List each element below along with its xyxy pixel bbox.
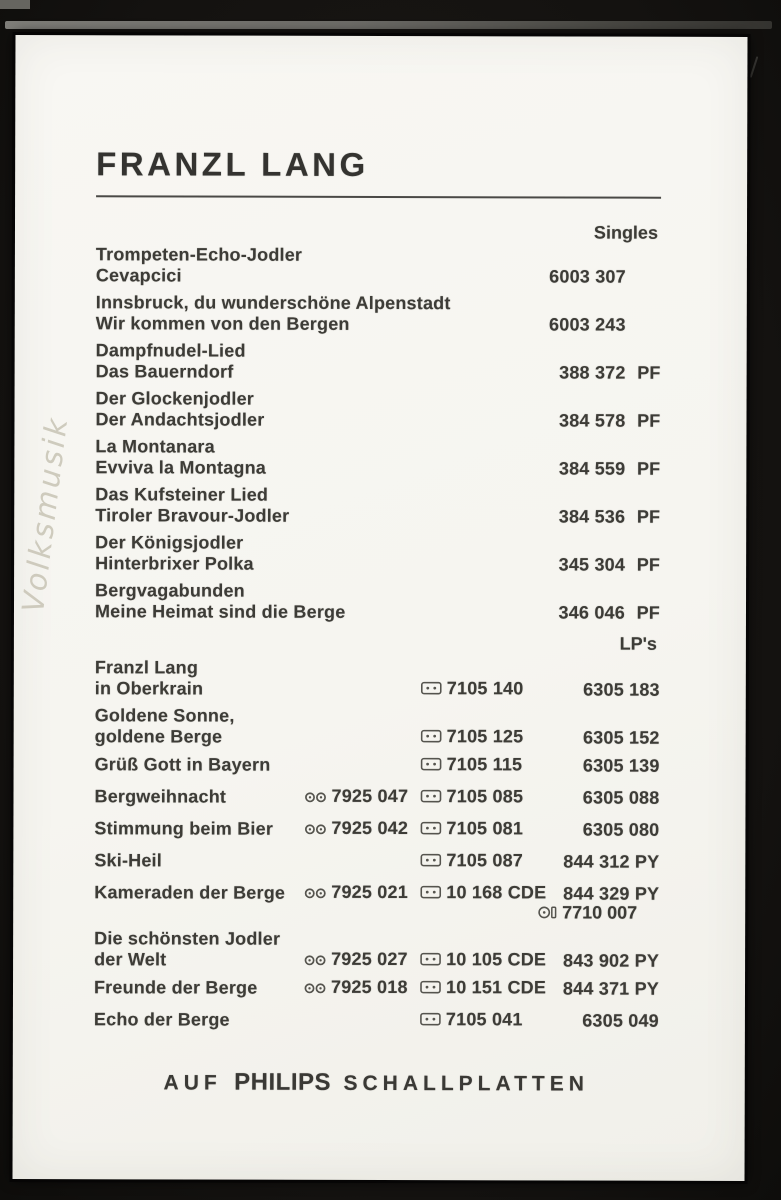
lp-catalog-number: 6305 088 [582,787,660,808]
cassette-icon [420,883,441,904]
lp-entry [94,1008,659,1031]
footer-post-text: SCHALLPLATTEN [343,1071,589,1096]
catalog-number: 388 372 [559,362,626,383]
lp-title-line: in Oberkrain [94,678,204,699]
lp-catalog-number: 6305 080 [582,819,660,840]
catalog-suffix: PF [636,458,661,479]
catalog-suffix: PF [636,602,661,623]
single-entry [95,580,660,623]
lp-entry [94,849,659,872]
footer-pre-text: AUF [163,1071,222,1095]
card-content [94,35,662,1097]
lp-title-line: Kameraden der Berge [94,882,286,903]
lp-catalog-number: 6305 152 [582,727,660,748]
scratch-mark [750,56,759,78]
philips-logo: PHILIPS [234,1068,332,1096]
reel-catalog-number: 7925 018 [330,976,408,998]
cassette-catalog-number: 10 151 CDE [445,977,547,998]
song-title-b: Cevapcici [95,265,182,286]
cassette-icon [421,679,442,700]
cassette-icon [420,819,441,840]
song-title-b: Evviva la Montagna [95,457,267,478]
cassette-catalog-number: 7105 085 [446,786,524,807]
cartridge-catalog-number: 7710 007 [562,902,638,923]
lp-title-line: Goldene Sonne, [94,705,235,726]
cassette-icon [420,978,441,999]
title-rule [96,195,661,198]
catalog-number: 6003 307 [549,266,626,287]
lp-catalog-number: 843 902 PY [562,950,660,971]
artist-title: FRANZL LANG [96,145,369,183]
song-title-b: Der Andachtsjodler [95,409,265,430]
lp-entry [94,785,659,808]
song-title-b: Meine Heimat sind die Berge [94,601,346,622]
song-title-a: Innsbruck, du wunderschöne Alpenstadt [95,292,451,314]
handwriting-note: Volksmusik [16,413,76,615]
cassette-icon [421,755,442,776]
cassette-icon [420,950,441,971]
song-title-a: Bergvagabunden [95,580,245,601]
catalog-number: 384 578 [558,410,626,431]
catalog-number: 6003 243 [549,314,626,335]
song-title-a: Dampfnudel-Lied [95,340,246,361]
cassette-catalog-number: 7105 087 [446,850,524,871]
reel-tape-icon [304,978,326,999]
single-entry [96,292,661,335]
single-entry [95,388,660,431]
cassette-catalog-number: 7105 081 [446,818,524,839]
lp-entry [95,657,660,700]
lp-title-line: Freunde der Berge [93,977,258,998]
lp-title-line: Die schönsten Jodler [94,928,281,949]
reel-tape-icon [304,883,326,904]
single-entry [95,436,660,479]
lp-title-line: Stimmung beim Bier [94,818,274,839]
lp-title-line: Grüß Gott in Bayern [94,754,271,775]
single-entry [95,484,660,527]
cassette-catalog-number: 7105 041 [445,1009,523,1030]
lp-catalog-number: 844 312 PY [563,851,660,872]
reel-tape-icon [304,819,326,840]
lp-title-line: der Welt [94,949,167,970]
lp-catalog-number: 844 329 PY [563,883,660,904]
song-title-b: Das Bauerndorf [95,361,234,382]
lp-entry [94,881,659,904]
cassette-icon [421,727,442,748]
catalog-suffix: PF [637,410,661,431]
singles-header: Singles [593,222,659,243]
reel-catalog-number: 7925 021 [331,881,408,903]
record-sleeve-card [13,35,748,1181]
lp-entry [95,705,660,748]
reel-tape-icon [304,950,326,971]
reel-catalog-number: 7925 027 [331,948,408,970]
catalog-number: 346 046 [558,602,626,623]
lp-title-line: Bergweihnacht [94,786,227,807]
cartridge-icon [537,903,557,924]
cassette-icon [420,851,441,872]
lp-catalog-number: 6305 139 [582,755,660,776]
cassette-catalog-number: 7105 115 [446,754,523,775]
cassette-catalog-number: 10 105 CDE [446,949,547,970]
song-title-b: Tiroler Bravour-Jodler [95,505,290,526]
catalog-number: 345 304 [558,554,626,575]
cassette-catalog-number: 7105 140 [446,678,524,699]
song-title-b: Wir kommen von den Bergen [95,313,350,334]
lp-entry [95,753,660,776]
lps-header: LP's [619,633,657,654]
reel-tape-icon [304,787,326,808]
catalog-suffix: PF [637,362,661,383]
reel-catalog-number: 7925 042 [331,817,409,839]
cassette-catalog-number: 7105 125 [446,726,524,747]
single-entry [96,340,661,383]
song-title-a: La Montanara [95,436,215,457]
single-entry [96,244,661,287]
lp-title-line: goldene Berge [94,726,223,747]
lp-entry [94,976,659,999]
lp-title-line: Franzl Lang [94,657,199,678]
lp-catalog-number: 844 371 PY [562,978,660,999]
lp-title-line: Ski-Heil [94,850,162,871]
catalog-suffix: PF [636,554,661,575]
cassette-icon [420,787,441,808]
sleeve-edge-highlight [5,21,772,29]
song-title-a: Das Kufsteiner Lied [95,484,269,505]
cassette-catalog-number: 10 168 CDE [446,882,547,903]
cartridge-entry [94,901,659,924]
song-title-a: Der Königsjodler [95,532,244,553]
single-entry [95,532,660,575]
reel-catalog-number: 7925 047 [331,785,409,807]
lp-title-line: Echo der Berge [93,1009,230,1030]
lp-entry [94,817,659,840]
lp-catalog-number: 6305 183 [583,679,660,700]
cassette-icon [420,1010,441,1031]
lp-entry [94,928,659,971]
footer-imprint [94,1068,659,1097]
song-title-a: Der Glockenjodler [95,388,255,409]
song-title-b: Hinterbrixer Polka [95,553,254,574]
corner-glint [0,0,30,9]
lp-catalog-number: 6305 049 [582,1010,659,1031]
song-title-a: Trompeten-Echo-Jodler [95,244,303,265]
catalog-number: 384 559 [558,458,626,479]
catalog-suffix: PF [636,506,661,527]
catalog-number: 384 536 [558,506,626,527]
